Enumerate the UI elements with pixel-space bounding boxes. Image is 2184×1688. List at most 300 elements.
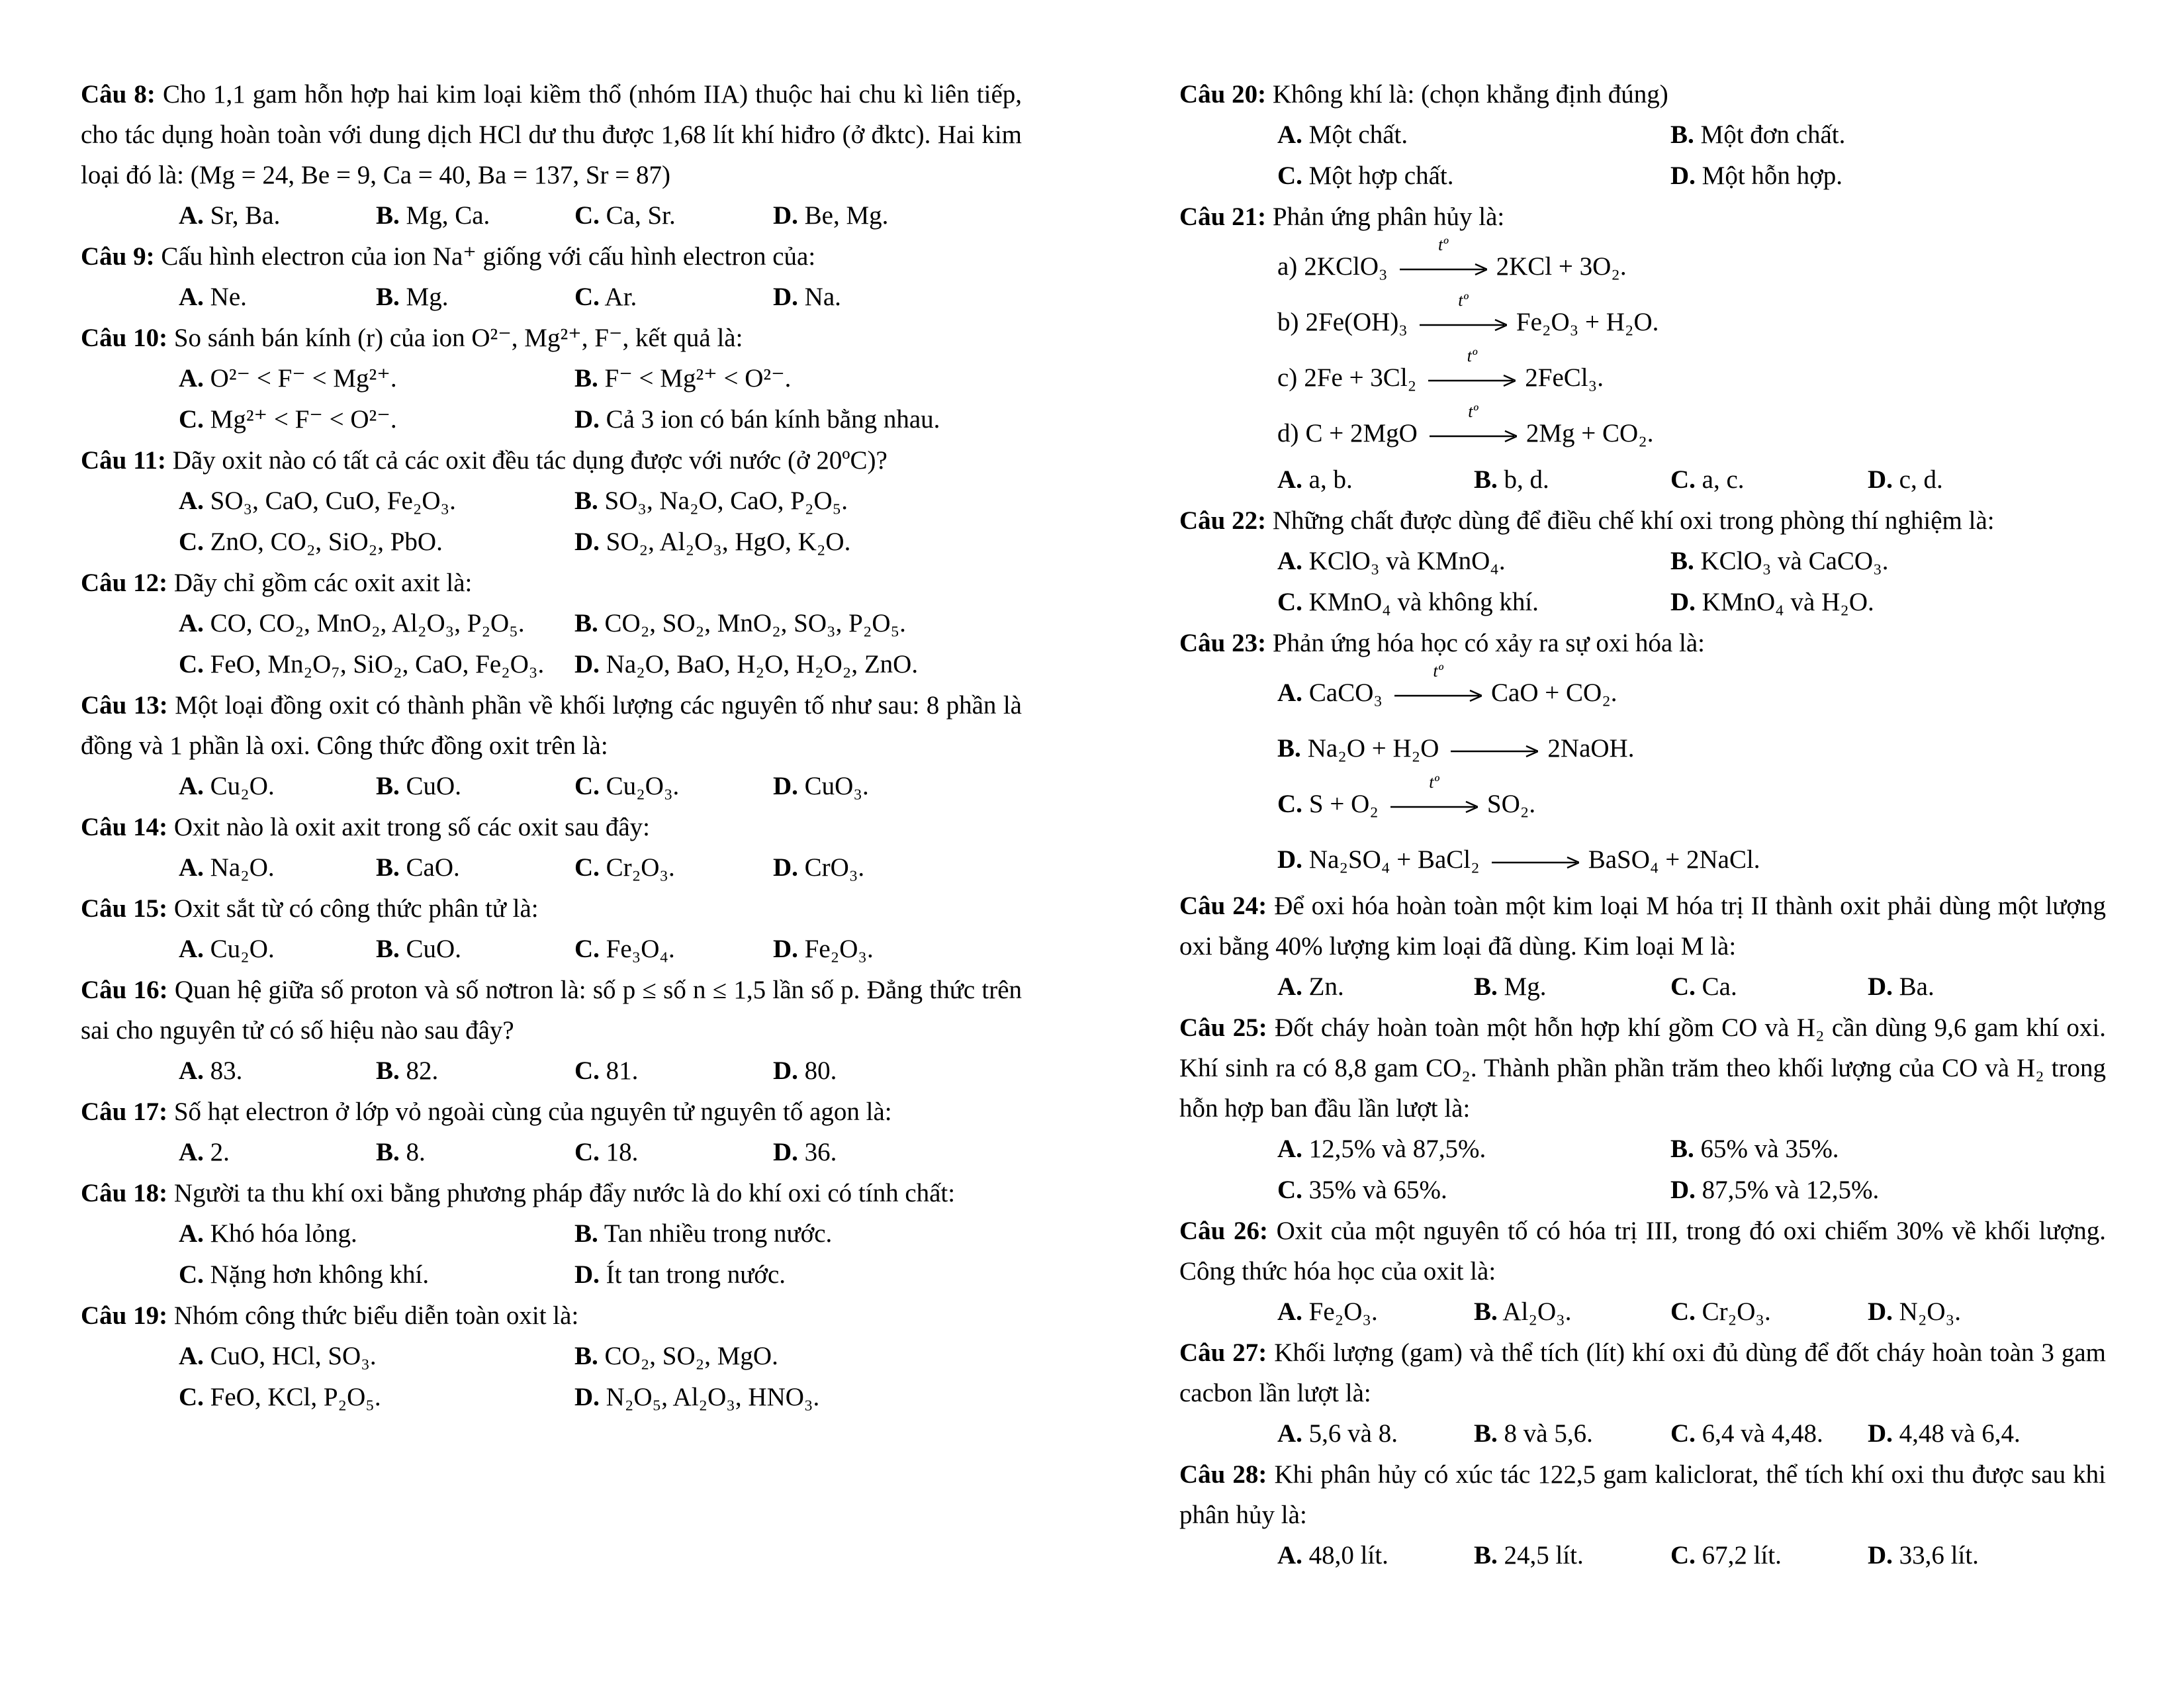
option-letter: A. <box>179 1138 204 1166</box>
option-text: 65% và 35%. <box>1700 1135 1839 1163</box>
reaction-arrow <box>1492 847 1579 873</box>
answer-option <box>179 1213 357 1254</box>
reaction-products: CaO + CO₂. <box>1491 679 1617 708</box>
option-text: SO₃, Na₂O, CaO, P₂O₅. <box>604 487 848 515</box>
question <box>81 563 1022 685</box>
option-text: CuO, HCl, SO₃. <box>210 1342 377 1370</box>
answer-option <box>376 847 460 888</box>
option-letter: C. <box>179 405 204 434</box>
question-number: Câu 20: <box>1179 80 1267 109</box>
arrow-icon <box>1390 791 1478 818</box>
option-text: CuO. <box>406 935 461 963</box>
question-stem <box>81 1173 1022 1213</box>
option-letter: C. <box>574 201 600 230</box>
answer-option <box>179 929 275 970</box>
option-letter: B. <box>574 1219 598 1248</box>
question-text: Khi phân hủy có xúc tác 122,5 gam kaliclorat, thể tích khí oxi thu được sau khi phân hủy là: <box>1179 1460 2106 1529</box>
option-letter: D. <box>773 283 798 311</box>
question-number: Câu 22: <box>1179 506 1267 535</box>
question-number: Câu 15: <box>81 894 168 923</box>
answer-option <box>1670 1291 1771 1333</box>
option-text: Mg. <box>1504 972 1547 1001</box>
answer-option <box>574 1377 819 1418</box>
answer-option <box>376 929 461 970</box>
option-text: 33,6 lít. <box>1899 1541 1979 1570</box>
option-letter: C. <box>1670 465 1696 494</box>
reaction-products: Fe₂O₃ + H₂O. <box>1516 308 1659 337</box>
answer-option <box>574 1051 638 1092</box>
option-text: CO, CO₂, MnO₂, Al₂O₃, P₂O₅. <box>210 609 525 637</box>
option-letter: A. <box>1277 1541 1302 1570</box>
options-row <box>81 1132 1022 1173</box>
options-row <box>81 399 1022 440</box>
reaction-reactants: C + 2MgO <box>1305 419 1418 448</box>
option-text: 24,5 lít. <box>1504 1541 1584 1570</box>
question-text: Phản ứng phân hủy là: <box>1272 203 1505 231</box>
reaction-label: B. <box>1277 734 1301 763</box>
option-letter: C. <box>574 1056 600 1085</box>
option-text: Cu₂O. <box>210 935 275 963</box>
option-letter: B. <box>574 487 598 515</box>
question-number: Câu 24: <box>1179 892 1267 920</box>
reaction-condition: tº <box>1437 235 1449 255</box>
option-letter: D. <box>773 853 798 882</box>
answer-option <box>1277 115 1408 156</box>
answer-option <box>1474 459 1549 500</box>
answer-option <box>1670 966 1737 1008</box>
reaction-condition: tº <box>1467 346 1477 366</box>
option-letter: D. <box>1670 588 1696 616</box>
question <box>81 685 1022 807</box>
options-row <box>81 847 1022 888</box>
question-number: Câu 21: <box>1179 203 1267 231</box>
option-text: SO₃, CaO, CuO, Fe₂O₃. <box>210 487 456 515</box>
question-text: Oxit sắt từ có công thức phân tử là: <box>173 894 539 923</box>
question <box>1179 886 2106 1008</box>
question <box>81 440 1022 563</box>
arrow-icon <box>1428 365 1516 391</box>
question-text: Cấu hình electron của ion Na⁺ giống với cấu hình electron của: <box>161 242 816 271</box>
reaction <box>1179 404 2106 459</box>
option-letter: B. <box>376 283 400 311</box>
answer-option <box>574 522 850 563</box>
reaction-reactants: Na₂SO₄ + BaCl₂ <box>1308 845 1480 874</box>
question <box>1179 1008 2106 1211</box>
options-row <box>81 522 1022 563</box>
answer-option <box>179 1254 429 1295</box>
reaction <box>1179 830 2106 886</box>
option-letter: B. <box>1670 120 1694 149</box>
option-letter: B. <box>1474 1297 1498 1326</box>
reaction <box>1179 348 2106 404</box>
answer-option <box>574 847 675 888</box>
option-letter: A. <box>1277 1419 1302 1448</box>
question-stem <box>1179 886 2106 966</box>
option-letter: A. <box>179 1219 204 1248</box>
option-text: FeO, KCl, P₂O₅. <box>210 1383 381 1411</box>
options-row <box>1179 966 2106 1008</box>
options-row <box>1179 115 2106 156</box>
reaction-arrow <box>1400 235 1487 280</box>
option-letter: B. <box>376 201 400 230</box>
option-letter: A. <box>1277 1297 1302 1326</box>
question <box>81 970 1022 1092</box>
option-letter: A. <box>1277 547 1302 575</box>
option-text: 18. <box>606 1138 639 1166</box>
question-number: Câu 12: <box>81 569 168 597</box>
option-text: Ne. <box>210 283 247 311</box>
option-text: 82. <box>406 1056 439 1085</box>
option-text: 2. <box>210 1138 230 1166</box>
option-letter: B. <box>376 853 400 882</box>
reaction-arrow <box>1430 402 1517 447</box>
option-letter: A. <box>179 487 204 515</box>
reaction-label: d) <box>1277 419 1299 448</box>
question <box>81 74 1022 236</box>
reaction-arrow <box>1428 346 1516 391</box>
option-letter: D. <box>1670 162 1696 190</box>
option-letter: B. <box>1474 972 1498 1001</box>
answer-option <box>773 766 869 807</box>
question-stem <box>81 807 1022 847</box>
answer-option <box>574 277 637 318</box>
option-letter: C. <box>574 1138 600 1166</box>
question-stem <box>1179 1454 2106 1535</box>
answer-option <box>1474 1413 1593 1454</box>
option-letter: D. <box>1670 1176 1696 1204</box>
reaction-arrow <box>1420 291 1507 336</box>
answer-option <box>179 195 280 236</box>
answer-option <box>1277 459 1353 500</box>
answer-option <box>1670 582 1874 623</box>
option-text: Một đơn chất. <box>1700 120 1846 149</box>
answer-option <box>574 195 676 236</box>
options-row <box>1179 156 2106 197</box>
answer-option <box>1474 1535 1584 1576</box>
answer-option <box>773 847 864 888</box>
option-text: FeO, Mn₂O₇, SiO₂, CaO, Fe₂O₃. <box>210 650 545 679</box>
question-number: Câu 9: <box>81 242 155 271</box>
option-letter: C. <box>1277 162 1302 190</box>
answer-option <box>773 195 888 236</box>
option-letter: A. <box>179 283 204 311</box>
question-text: Dãy chỉ gồm các oxit axit là: <box>173 569 473 597</box>
option-text: Một hỗn hợp. <box>1702 162 1843 190</box>
option-text: Na₂O. <box>210 853 275 882</box>
question-stem <box>1179 74 2106 115</box>
reaction-label: b) <box>1277 308 1299 337</box>
option-text: CO₂, SO₂, MnO₂, SO₃, P₂O₅. <box>604 609 906 637</box>
options-row <box>1179 1170 2106 1211</box>
options-row <box>1179 459 2106 500</box>
option-letter: D. <box>773 772 798 800</box>
answer-option <box>1670 1170 1879 1211</box>
option-text: Nặng hơn không khí. <box>210 1260 430 1289</box>
answer-option <box>179 481 456 522</box>
option-letter: A. <box>179 201 204 230</box>
reaction-reactants: CaCO₃ <box>1308 679 1383 708</box>
question-number: Câu 8: <box>81 80 156 109</box>
option-text: N₂O₅, Al₂O₃, HNO₃. <box>606 1383 820 1411</box>
question-stem <box>81 318 1022 358</box>
arrow-icon <box>1400 254 1487 280</box>
option-letter: D. <box>773 935 798 963</box>
answer-option <box>574 1254 786 1295</box>
question <box>81 1173 1022 1295</box>
answer-option <box>179 522 443 563</box>
option-text: KMnO₄ và H₂O. <box>1702 588 1874 616</box>
options-row <box>1179 1291 2106 1333</box>
option-text: O²⁻ < F⁻ < Mg²⁺. <box>210 364 397 393</box>
question <box>81 888 1022 970</box>
answer-option <box>376 766 461 807</box>
reaction-products: SO₂. <box>1486 790 1536 819</box>
answer-option <box>179 603 525 644</box>
question-number: Câu 23: <box>1179 629 1267 657</box>
arrow-icon <box>1451 735 1538 762</box>
options-row <box>1179 1535 2106 1576</box>
reaction-condition: tº <box>1429 773 1439 792</box>
option-letter: D. <box>1868 1419 1893 1448</box>
option-text: 36. <box>804 1138 837 1166</box>
option-text: Al₂O₃. <box>1502 1297 1572 1326</box>
option-letter: B. <box>1670 547 1694 575</box>
option-letter: D. <box>773 1138 798 1166</box>
option-letter: D. <box>1868 465 1893 494</box>
option-letter: C. <box>1277 1176 1302 1204</box>
answer-option <box>179 399 397 440</box>
option-letter: A. <box>179 935 204 963</box>
question-number: Câu 18: <box>81 1179 168 1207</box>
reaction <box>1179 293 2106 348</box>
options-row <box>1179 582 2106 623</box>
answer-option <box>1670 459 1745 500</box>
option-text: a, b. <box>1308 465 1353 494</box>
answer-option <box>376 1132 426 1173</box>
answer-option <box>376 277 448 318</box>
answer-option <box>1670 156 1843 197</box>
question-number: Câu 10: <box>81 324 168 352</box>
options-row <box>81 1336 1022 1377</box>
answer-option <box>179 1051 242 1092</box>
option-text: Be, Mg. <box>804 201 889 230</box>
answer-option <box>1277 1170 1447 1211</box>
answer-option <box>574 1213 832 1254</box>
option-letter: C. <box>179 650 204 679</box>
option-letter: C. <box>179 528 204 556</box>
option-text: c, d. <box>1899 465 1943 494</box>
answer-option <box>574 481 848 522</box>
arrow-icon <box>1492 847 1579 873</box>
reaction-reactants: 2KClO₃ <box>1304 252 1388 281</box>
option-letter: D. <box>773 1056 798 1085</box>
option-text: F⁻ < Mg²⁺ < O²⁻. <box>604 364 792 393</box>
option-text: Ca. <box>1702 972 1737 1001</box>
question <box>81 1295 1022 1418</box>
option-letter: D. <box>1868 972 1893 1001</box>
answer-option <box>1474 1291 1571 1333</box>
option-letter: B. <box>1474 465 1498 494</box>
answer-option <box>574 1132 638 1173</box>
option-text: 8. <box>406 1138 426 1166</box>
answer-option <box>574 929 675 970</box>
answer-option <box>179 644 544 685</box>
reaction <box>1179 237 2106 293</box>
reaction-label: a) <box>1277 252 1298 281</box>
option-text: 8 và 5,6. <box>1504 1419 1593 1448</box>
answer-option <box>1277 1291 1378 1333</box>
question-number: Câu 28: <box>1179 1460 1267 1489</box>
option-text: KMnO₄ và không khí. <box>1308 588 1539 616</box>
option-text: Cu₂O. <box>210 772 275 800</box>
option-text: Mg. <box>406 283 449 311</box>
question-text: Oxit nào là oxit axit trong số các oxit sau đây: <box>173 813 651 841</box>
reaction-condition: tº <box>1433 661 1443 681</box>
options-row <box>1179 541 2106 582</box>
answer-option <box>179 1377 381 1418</box>
option-letter: C. <box>1277 588 1302 616</box>
reaction-products: BaSO₄ + 2NaCl. <box>1588 845 1760 874</box>
option-text: Sr, Ba. <box>210 201 281 230</box>
option-letter: C. <box>574 772 600 800</box>
reaction-reactants: Na₂O + H₂O <box>1307 734 1439 763</box>
answer-option <box>574 603 906 644</box>
options-row <box>81 1377 1022 1418</box>
option-text: Fe₂O₃. <box>1308 1297 1378 1326</box>
answer-option <box>773 277 841 318</box>
option-letter: C. <box>1670 1541 1696 1570</box>
options-row <box>81 358 1022 399</box>
reaction-products: 2FeCl₃. <box>1525 363 1604 393</box>
option-letter: B. <box>376 1138 400 1166</box>
question-text: Để oxi hóa hoàn toàn một kim loại M hóa trị II thành oxit phải dùng một lượng oxi bằng 40% lượng kim loại đã dùng. Kim loại M là: <box>1179 892 2107 961</box>
option-text: Na. <box>804 283 841 311</box>
reaction-reactants: 2Fe(OH)₃ <box>1305 308 1408 337</box>
option-text: CuO₃. <box>804 772 869 800</box>
question-text: Không khí là: (chọn khẳng định đúng) <box>1272 80 1668 109</box>
question <box>81 318 1022 440</box>
option-letter: D. <box>574 528 600 556</box>
answer-option <box>1277 1535 1388 1576</box>
question <box>1179 197 2106 500</box>
answer-option <box>179 1336 377 1377</box>
option-text: CO₂, SO₂, MgO. <box>604 1342 778 1370</box>
question-number: Câu 11: <box>81 446 166 475</box>
option-text: Một hợp chất. <box>1308 162 1454 190</box>
question-stem <box>81 74 1022 195</box>
options-row <box>81 644 1022 685</box>
answer-option <box>773 929 874 970</box>
reaction-label: D. <box>1277 845 1302 874</box>
option-text: N₂O₃. <box>1899 1297 1961 1326</box>
question-text: Khối lượng (gam) và thể tích (lít) khí oxi đủ dùng để đốt cháy hoàn toàn 3 gam cacbon lần lượt là: <box>1179 1338 2107 1407</box>
option-letter: A. <box>179 609 204 637</box>
answer-option <box>376 1051 438 1092</box>
answer-option <box>1868 1291 1961 1333</box>
option-text: CrO₃. <box>804 853 865 882</box>
question-number: Câu 13: <box>81 691 168 720</box>
question-text: Nhóm công thức biểu diễn toàn oxit là: <box>173 1301 579 1330</box>
option-letter: C. <box>179 1383 204 1411</box>
option-letter: D. <box>574 405 600 434</box>
question-stem <box>1179 1211 2106 1291</box>
reaction-arrow <box>1394 661 1482 706</box>
answer-option <box>1868 459 1943 500</box>
question <box>1179 500 2106 623</box>
answer-option <box>773 1051 837 1092</box>
question <box>1179 1454 2106 1576</box>
answer-option <box>179 766 275 807</box>
arrow-icon <box>1430 420 1517 447</box>
reaction-arrow <box>1390 773 1478 818</box>
answer-option <box>1277 582 1539 623</box>
question-text: So sánh bán kính (r) của ion O²⁻, Mg²⁺, F⁻, kết quả là: <box>173 324 743 352</box>
question <box>81 1092 1022 1173</box>
answer-option <box>1277 156 1454 197</box>
reaction-reactants: S + O₂ <box>1308 790 1379 819</box>
option-text: 48,0 lít. <box>1308 1541 1388 1570</box>
option-text: CuO. <box>406 772 461 800</box>
option-letter: A. <box>1277 120 1302 149</box>
option-text: Zn. <box>1308 972 1344 1001</box>
question-number: Câu 26: <box>1179 1217 1268 1245</box>
answer-option <box>773 1132 837 1173</box>
option-letter: A. <box>179 364 204 393</box>
option-letter: C. <box>1670 972 1696 1001</box>
option-text: Mg, Ca. <box>406 201 490 230</box>
option-text: KClO₃ và CaCO₃. <box>1700 547 1889 575</box>
option-text: Ít tan trong nước. <box>606 1260 786 1289</box>
options-row <box>81 277 1022 318</box>
option-letter: D. <box>574 1260 600 1289</box>
option-text: 12,5% và 87,5%. <box>1308 1135 1486 1163</box>
option-text: Ar. <box>604 283 637 311</box>
options-row <box>81 603 1022 644</box>
reaction-condition: tº <box>1468 402 1479 422</box>
option-letter: B. <box>376 772 400 800</box>
answer-option <box>1277 966 1344 1008</box>
option-text: Khó hóa lỏng. <box>210 1219 357 1248</box>
arrow-icon <box>1394 680 1482 706</box>
option-letter: C. <box>574 283 600 311</box>
question-stem <box>81 1092 1022 1132</box>
option-letter: B. <box>1474 1419 1498 1448</box>
question-number: Câu 19: <box>81 1301 168 1330</box>
question-number: Câu 17: <box>81 1098 168 1126</box>
question-stem <box>81 970 1022 1051</box>
option-letter: A. <box>179 772 204 800</box>
question-stem <box>81 440 1022 481</box>
options-row <box>81 1254 1022 1295</box>
option-text: CaO. <box>406 853 460 882</box>
option-text: Fe₃O₄. <box>606 935 675 963</box>
reaction-label: C. <box>1277 790 1302 819</box>
option-text: Cu₂O₃. <box>606 772 680 800</box>
question-stem <box>1179 1333 2106 1413</box>
question-stem <box>81 685 1022 766</box>
reaction-products: 2Mg + CO₂. <box>1525 419 1654 448</box>
option-text: Cả 3 ion có bán kính bằng nhau. <box>606 405 940 434</box>
option-letter: A. <box>1277 972 1302 1001</box>
reaction <box>1179 774 2106 830</box>
question-text: Cho 1,1 gam hỗn hợp hai kim loại kiềm thổ (nhóm IIA) thuộc hai chu kì liên tiếp, cho tác dụng hoàn toàn với dung dịch HCl dư thu được 1,68 lít khí hiđro (ở đktc). Hai kim loại đó là: (Mg = 24, Be = 9, Ca = 40, Ba = 137, Sr = 87) <box>81 80 1023 189</box>
answer-option <box>1670 1413 1823 1454</box>
right-column <box>1179 74 2106 1576</box>
answer-option <box>179 358 397 399</box>
option-letter: C. <box>1670 1419 1696 1448</box>
option-text: 67,2 lít. <box>1702 1541 1782 1570</box>
option-text: Na₂O, BaO, H₂O, H₂O₂, ZnO. <box>606 650 919 679</box>
